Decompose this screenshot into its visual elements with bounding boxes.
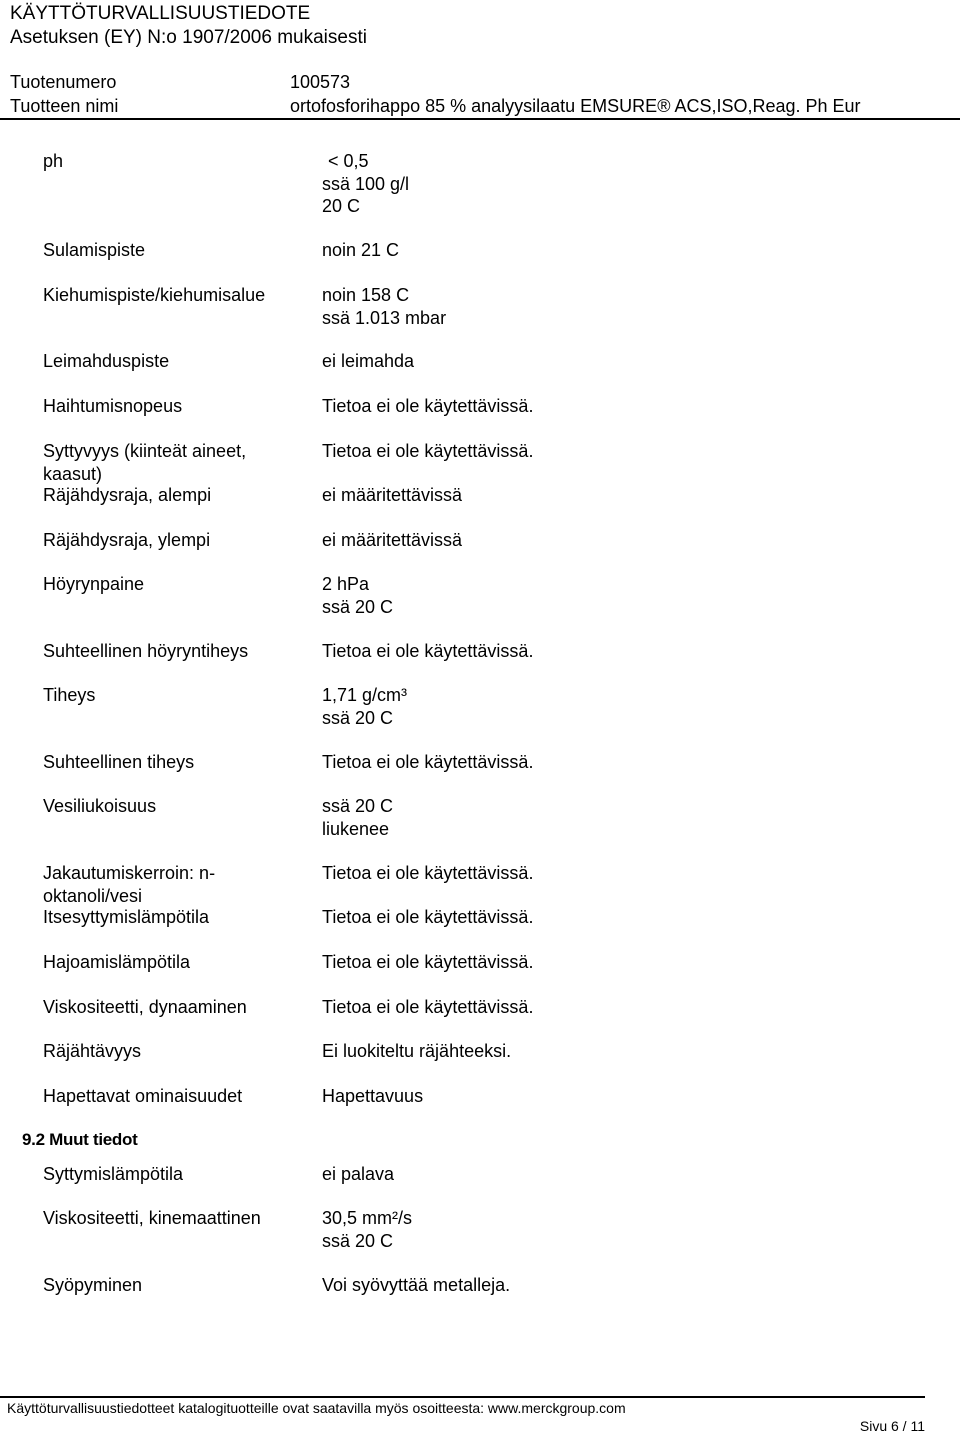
property-label xyxy=(43,395,313,418)
property-value xyxy=(322,640,922,663)
property-label xyxy=(43,1085,313,1108)
value-line: ssä 20 C xyxy=(322,1230,394,1251)
property-label xyxy=(43,529,313,552)
property-value xyxy=(322,996,922,1019)
value-line: Hapettavuus xyxy=(322,1086,424,1106)
page-number: Sivu 6 / 11 xyxy=(859,1418,925,1433)
document-title: KÄYTTÖTURVALLISUUSTIEDOTE xyxy=(10,3,311,24)
property-label xyxy=(43,640,313,663)
product-number-label: Tuotenumero xyxy=(10,72,117,92)
label-line: Sulamispiste xyxy=(43,240,146,260)
value-line: Voi syövyttää metalleja. xyxy=(322,1275,511,1295)
property-label xyxy=(43,484,313,507)
property-value xyxy=(322,484,922,507)
value-line: Tietoa ei ole käytettävissä. xyxy=(322,863,534,883)
value-line: Tietoa ei ole käytettävissä. xyxy=(322,441,534,461)
label-line: Räjähdysraja, alempi xyxy=(43,485,212,505)
value-line: ei määritettävissä xyxy=(322,530,463,550)
property-value xyxy=(322,1040,922,1063)
footer-note: Käyttöturvallisuustiedotteet katalogituotteille ovat saatavilla myös osoitteesta: www.merckgroup.com xyxy=(7,1400,626,1416)
label-line: kaasut) xyxy=(43,463,103,484)
value-line: noin 21 C xyxy=(322,240,400,260)
product-number: 100573 xyxy=(290,72,351,92)
product-name-row xyxy=(10,95,950,117)
property-label xyxy=(43,239,313,262)
value-line: liukenee xyxy=(322,818,390,839)
label-line: Hajoamislämpötila xyxy=(43,952,191,972)
property-value xyxy=(322,239,922,262)
value-line: ssä 1.013 mbar xyxy=(322,307,447,328)
value-line: Tietoa ei ole käytettävissä. xyxy=(322,907,534,927)
value-line: ei leimahda xyxy=(322,351,415,371)
property-label xyxy=(43,1163,313,1186)
property-value xyxy=(322,1207,922,1252)
property-value xyxy=(322,1163,922,1186)
value-line: Tietoa ei ole käytettävissä. xyxy=(322,641,534,661)
section-title-other-info: 9.2 Muut tiedot xyxy=(22,1130,138,1149)
label-line: Viskositeetti, kinemaattinen xyxy=(43,1208,261,1228)
label-line: Viskositeetti, dynaaminen xyxy=(43,997,247,1017)
value-line: ssä 20 C xyxy=(322,707,394,728)
value-line: 20 C xyxy=(322,196,361,216)
property-label xyxy=(43,795,313,818)
property-value xyxy=(322,350,922,373)
value-line: 1,71 g/cm³ xyxy=(322,685,408,705)
value-line: noin 158 C xyxy=(322,285,410,305)
label-line: Jakautumiskerroin: n- xyxy=(43,863,216,883)
property-label xyxy=(43,751,313,774)
value-line: 30,5 mm²/s xyxy=(322,1208,413,1228)
footer-divider xyxy=(0,1396,925,1398)
property-value xyxy=(322,862,922,885)
value-line: Tietoa ei ole käytettävissä. xyxy=(322,997,534,1017)
product-number-row xyxy=(10,71,950,93)
label-line: oktanoli/vesi xyxy=(43,885,143,906)
property-value xyxy=(322,906,922,929)
product-name: ortofosforihappo 85 % analyysilaatu EMSURE® ACS,ISO,Reag. Ph Eur xyxy=(290,96,861,116)
label-line: Vesiliukoisuus xyxy=(43,796,157,816)
label-line: Haihtumisnopeus xyxy=(43,396,183,416)
property-value xyxy=(322,150,922,218)
property-label xyxy=(43,350,313,373)
property-label xyxy=(43,951,313,974)
label-line: Räjähdysraja, ylempi xyxy=(43,530,211,550)
property-value xyxy=(322,751,922,774)
value-line: 2 hPa xyxy=(322,574,370,594)
property-value xyxy=(322,795,922,840)
label-line: Syttymislämpötila xyxy=(43,1164,184,1184)
property-value xyxy=(322,395,922,418)
property-label xyxy=(43,1207,313,1230)
property-label xyxy=(43,862,313,907)
value-line: ssä 20 C xyxy=(322,596,394,617)
label-line: Syttyvyys (kiinteät aineet, xyxy=(43,441,247,461)
value-line: ei määritettävissä xyxy=(322,485,463,505)
header-divider xyxy=(0,118,960,120)
label-line: ph xyxy=(43,151,64,171)
property-label xyxy=(43,906,313,929)
label-line: Räjähtävyys xyxy=(43,1041,142,1061)
label-line: Tiheys xyxy=(43,685,96,705)
label-line: Itsesyttymislämpötila xyxy=(43,907,210,927)
value-line: ssä 100 g/l xyxy=(322,173,410,194)
label-line: Hapettavat ominaisuudet xyxy=(43,1086,243,1106)
property-label xyxy=(43,1040,313,1063)
property-value xyxy=(322,440,922,463)
label-line: Kiehumispiste/kiehumisalue xyxy=(43,285,266,305)
property-label xyxy=(43,284,313,307)
value-line: Tietoa ei ole käytettävissä. xyxy=(322,396,534,416)
property-value xyxy=(322,573,922,618)
property-label xyxy=(43,440,313,485)
property-label xyxy=(43,684,313,707)
value-line: Ei luokiteltu räjähteeksi. xyxy=(322,1041,512,1061)
property-value xyxy=(322,284,922,329)
value-line: ei palava xyxy=(322,1164,395,1184)
value-line: Tietoa ei ole käytettävissä. xyxy=(322,952,534,972)
property-value xyxy=(322,1274,922,1297)
value-line: < 0,5 xyxy=(328,151,369,171)
label-line: Syöpyminen xyxy=(43,1275,143,1295)
value-line: Tietoa ei ole käytettävissä. xyxy=(322,752,534,772)
label-line: Suhteellinen tiheys xyxy=(43,752,195,772)
property-value xyxy=(322,951,922,974)
property-value xyxy=(322,1085,922,1108)
label-line: Leimahduspiste xyxy=(43,351,170,371)
label-line: Suhteellinen höyryntiheys xyxy=(43,641,249,661)
product-name-label: Tuotteen nimi xyxy=(10,96,119,116)
property-value xyxy=(322,529,922,552)
property-label xyxy=(43,573,313,596)
label-line: Höyrynpaine xyxy=(43,574,145,594)
document-subtitle: Asetuksen (EY) N:o 1907/2006 mukaisesti xyxy=(10,27,367,48)
property-label xyxy=(43,1274,313,1297)
value-line: ssä 20 C xyxy=(322,796,394,816)
property-value xyxy=(322,684,922,729)
property-label xyxy=(43,996,313,1019)
property-label xyxy=(43,150,313,173)
